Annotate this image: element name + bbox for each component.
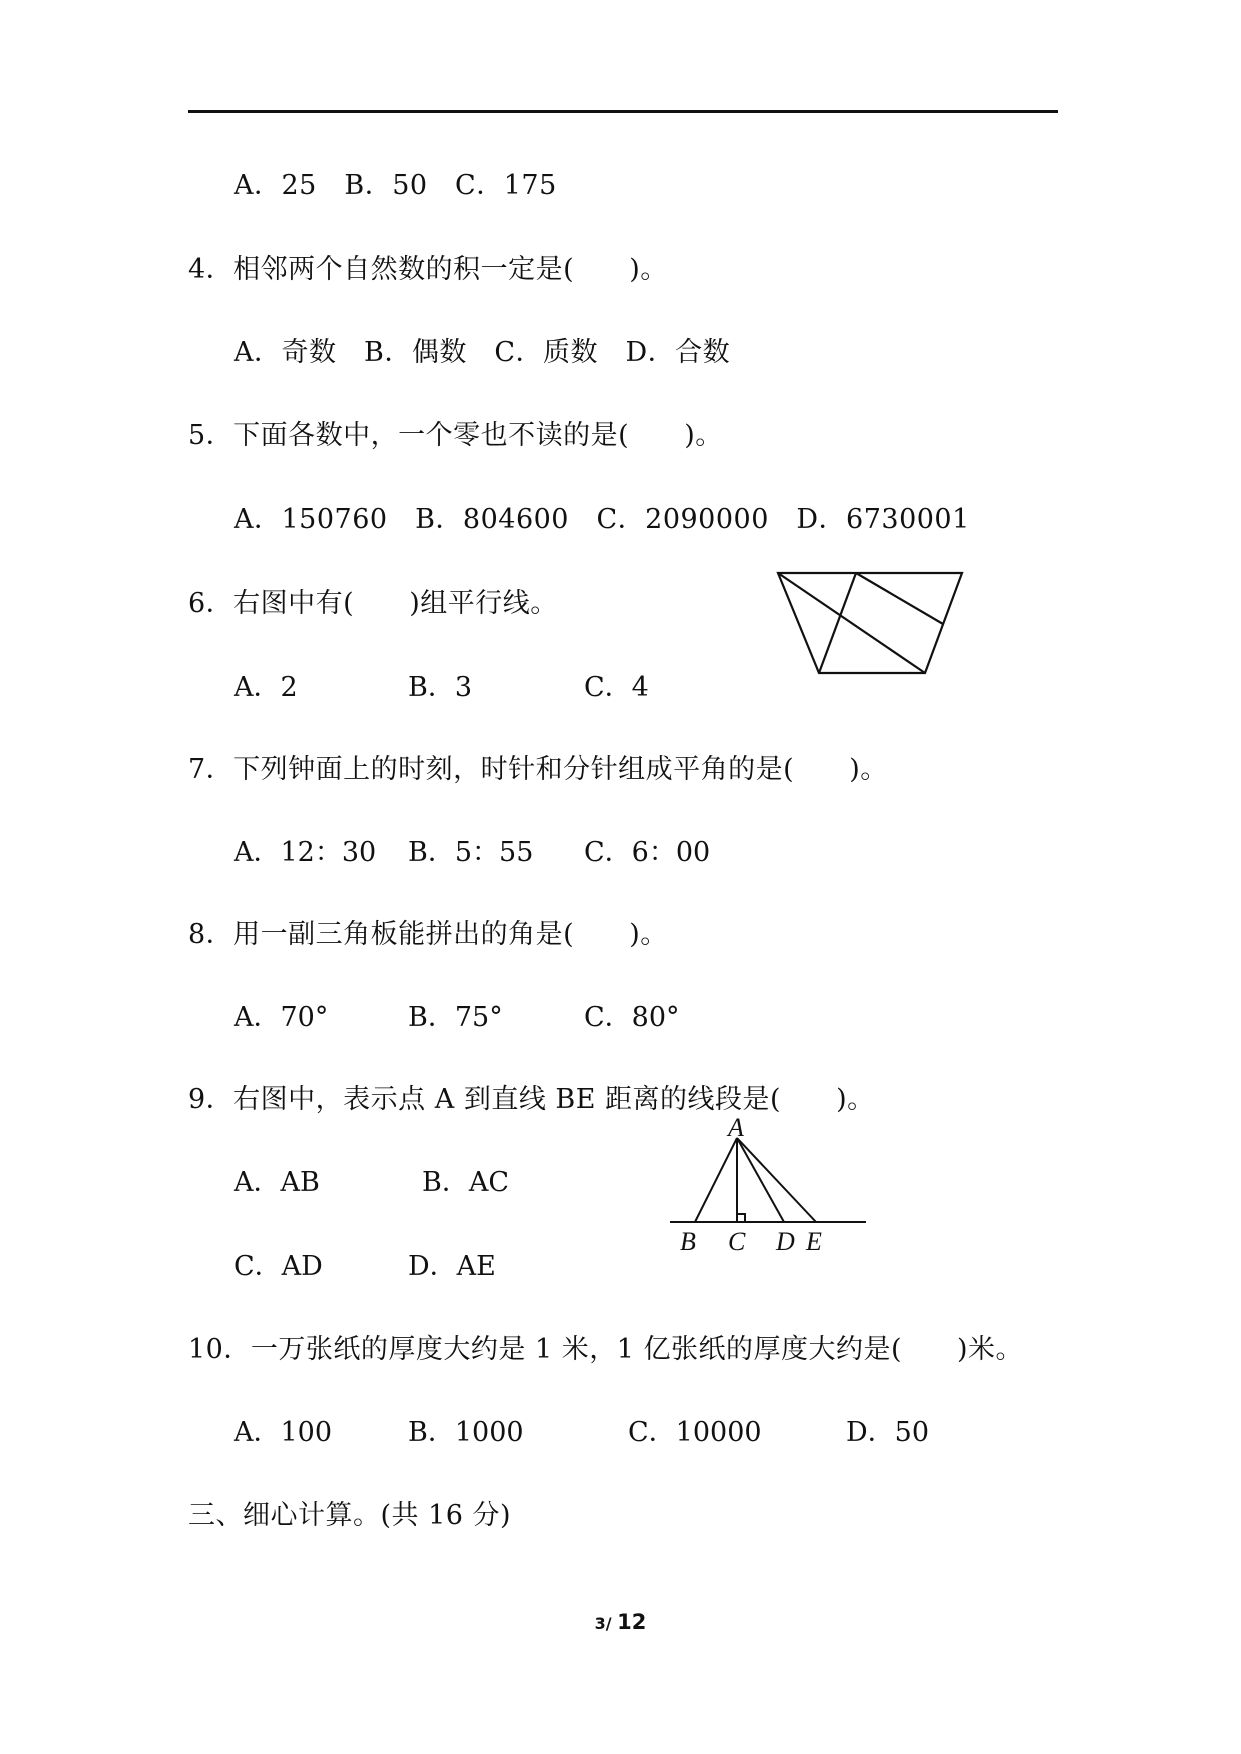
label-b: B <box>680 1227 696 1256</box>
q5-stem: 5．下面各数中，一个零也不读的是( )。 <box>188 420 723 451</box>
q8-stem: 8．用一副三角板能拼出的角是( )。 <box>188 919 668 950</box>
q6-option-c: C．4 <box>584 672 649 703</box>
q8-option-a: A．70° <box>234 1002 329 1033</box>
segment-ab <box>695 1138 737 1222</box>
right-angle-mark <box>737 1214 745 1222</box>
q7-option-b: B．5：55 <box>408 837 534 868</box>
q10-option-a: A．100 <box>234 1417 333 1448</box>
q4-options: A．奇数 B．偶数 C．质数 D．合数 <box>234 337 731 368</box>
q7-stem: 7．下列钟面上的时刻，时针和分针组成平角的是( )。 <box>188 754 888 785</box>
q8-option-b: B．75° <box>408 1002 503 1033</box>
q5-options: A．150760 B．804600 C．2090000 D．6730001 <box>234 504 970 535</box>
header-rule <box>188 110 1058 113</box>
q9-option-b: B．AC <box>422 1167 509 1198</box>
label-c: C <box>728 1227 746 1256</box>
q9-option-d: D．AE <box>408 1251 496 1282</box>
q6-stem: 6．右图中有( )组平行线。 <box>188 588 558 619</box>
page-number <box>0 1610 1241 1634</box>
page-total: 12 <box>617 1610 647 1634</box>
q3-options: A．25 B．50 C．175 <box>234 170 557 201</box>
q10-option-d: D．50 <box>846 1417 930 1448</box>
section-3-title: 三、细心计算。(共 16 分) <box>188 1500 512 1531</box>
label-d: D <box>776 1227 795 1256</box>
q4-stem: 4．相邻两个自然数的积一定是( )。 <box>188 254 668 285</box>
q9-perpendicular-figure <box>668 1118 868 1258</box>
label-a: A <box>728 1118 744 1142</box>
q10-option-c: C．10000 <box>628 1417 762 1448</box>
q6-option-b: B．3 <box>408 672 473 703</box>
trapezoid-outline <box>778 573 962 673</box>
q9-option-c: C．AD <box>234 1251 323 1282</box>
q6-option-a: A．2 <box>234 672 298 703</box>
q6-trapezoid-figure <box>770 565 970 680</box>
q9-stem: 9．右图中，表示点 A 到直线 BE 距离的线段是( )。 <box>188 1084 875 1115</box>
label-e: E <box>806 1227 822 1256</box>
q10-option-b: B．1000 <box>408 1417 524 1448</box>
q8-option-c: C．80° <box>584 1002 680 1033</box>
q7-option-c: C．6：00 <box>584 837 711 868</box>
q7-option-a: A．12：30 <box>234 837 377 868</box>
trapezoid-parallel-segment <box>856 573 943 624</box>
q9-option-a: A．AB <box>234 1167 320 1198</box>
q10-stem: 10．一万张纸的厚度大约是 1 米，1 亿张纸的厚度大约是( )米。 <box>188 1334 1024 1365</box>
page-current: 3/ <box>594 1614 612 1633</box>
